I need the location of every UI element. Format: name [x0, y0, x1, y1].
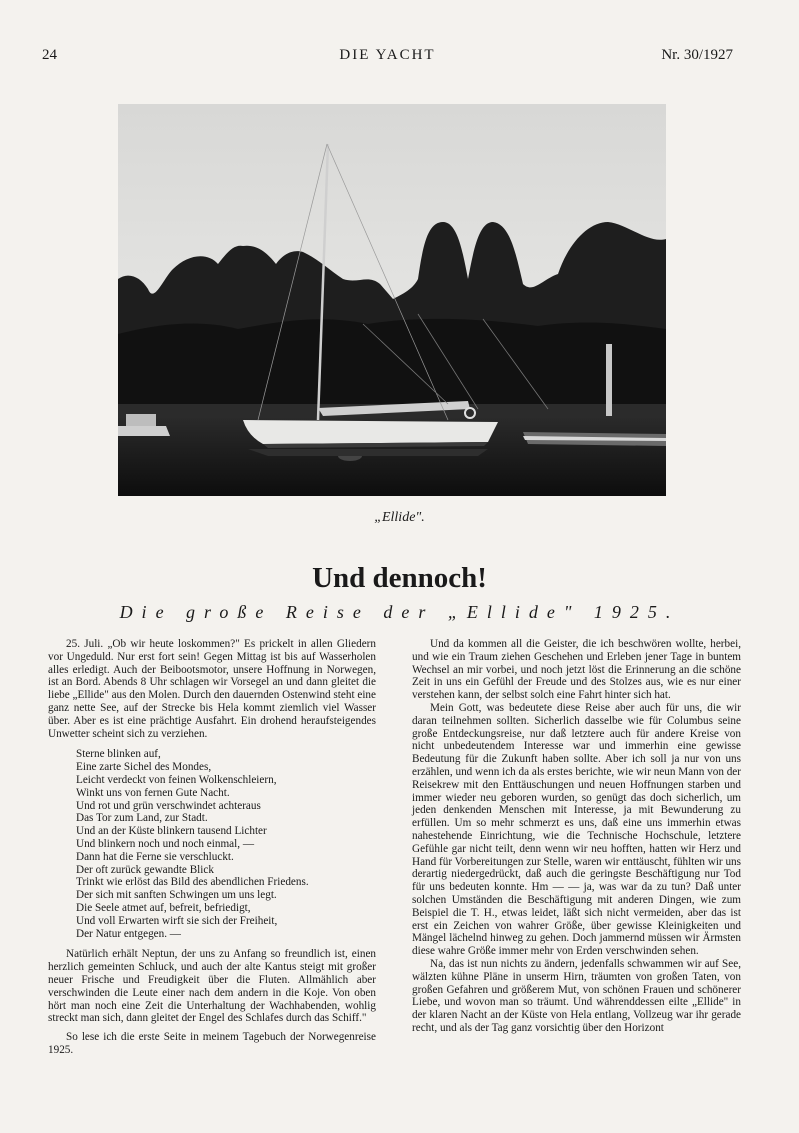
poem-line: Und an der Küste blinkern tausend Lichter	[76, 825, 267, 838]
left-column	[48, 638, 376, 1057]
yacht-photo	[118, 104, 666, 496]
paragraph: Und da kommen all die Geister, die ich beschwören wollte, herbei, und wie ein Traum ziehen Geschehen und Erleben jener Tage in buntem Wechsel an mir vorbei, und noch jetzt löst die Erinnerung an die schöne Zeit in uns ein Gefühl der Freude und des Stolzes aus, wie es nur einer verstehen kann, der selbst solch eine Fahrt hinter sich hat.	[412, 638, 741, 702]
magazine-title: DIE YACHT	[339, 47, 436, 63]
article-title: Und dennoch!	[312, 562, 487, 594]
page-header	[42, 47, 733, 69]
article-subtitle: Die große Reise der „Ellide" 1925.	[119, 602, 680, 622]
paragraph-intro: 25. Juli. „Ob wir heute loskommen?" Es prickelt in allen Gliedern vor Ungeduld. Nur erst fort sein! Gegen Mittag ist bis auf Wasserholen alles erledigt. Auch der Beibootsmotor, unsere Hoffnung in Norwegen, ist an Bord. Abends 8 Uhr schlagen wir Vorsegel an und dann gleitet die liebe „Ellide" aus den Molen. Durch den dauernden Ostenwind steht eine ganz nette See, auf der Strecke bis Hela kommt ziemlich viel Wasser über. Aber es ist eine prächtige Ausfahrt. Ein drohend heraufsteigendes Unwetter scheint sich zu verziehen.	[48, 638, 376, 740]
paragraph: Natürlich erhält Neptun, der uns zu Anfang so freundlich ist, einen herzlich gemeinten Schluck, und auch der alte Kantus steigt mit großer neuer Frische und Freudigkeit über die Fluten. Allmählich aber verschwinden die Leute einer nach dem andern in die Koje. Von oben hört man noch eine Zeit die Unterhaltung der Wachhabenden, wohlig streckt man sich, dann gleitet der Engel des Schlafes durch das Schiff."	[48, 948, 376, 1025]
poem-line: Eine zarte Sichel des Mondes,	[76, 761, 212, 774]
paragraph: Mein Gott, was bedeutete diese Reise aber auch für uns, die wir daran teilnehmen sollten. Sicherlich dasselbe wie für Columbus seine große Entdeckungsreise, nur daß letztere auch für andere Kreise von nicht unbedeutendem Interesse war und immerhin eine gewisse Bedeutung für die Zukunft haben sollte. Aber ich soll ja nur von uns erzählen, und wenn ich da als erstes berichte, wie wir neun Mann von der Reisekrew mit den Enttäuschungen und neuen Hoffnungen starben und immer wieder neu geboren wurden, so genügt das doch sicherlich, um jeden denkenden Menschen mit Interesse, ja mit Bewunderung zu erfüllen. Um so mehr schmerzt es uns, daß eine uns immerhin etwas nahestehende Einrichtung, wie die Technische Hochschule, letztere Gefühle gar nicht teilt, denn wenn wir neu hofften, hatten wir Herz und Hand für Vorbereitungen zur Stelle, waren wir enttäuscht, fühlten wir uns derartig niedergedrückt, daß auch die geringste Beschäftigung nur Tod für uns bedeuten konnte. Hm — — ja, was war da zu tun? Daß unter solchen Umständen die Beschäftigung mit anderen Dingen, wie zum Beispiel die T. H., etwas leidet, läßt sich nicht vermeiden, aber das ist erst ein Zeichen von wahrer Größe, über gewisse Kleinigkeiten und Mängel lächelnd hinweg zu gehen. Doch jammernd müssen wir Ärmsten diese wahre Größe immer mehr von Erden verschwinden sehen.	[412, 701, 741, 958]
poem-line: Und rot und grün verschwindet achteraus	[76, 799, 261, 812]
poem-line: Der Natur entgegen. —	[76, 927, 181, 940]
poem-line: Und voll Erwarten wirft sie sich der Freiheit,	[76, 914, 278, 927]
paragraph: So lese ich die erste Seite in meinem Tagebuch der Norwegenreise 1925.	[48, 1031, 376, 1056]
poem-line: Der oft zurück gewandte Blick	[76, 863, 214, 876]
poem-line: Leicht verdeckt von feinen Wolkenschleiern,	[76, 773, 277, 786]
poem-line: Dann hat die Ferne sie verschluckt.	[76, 850, 234, 863]
poem-line: Die Seele atmet auf, befreit, befriedigt,	[76, 901, 251, 914]
poem-line: Das Tor zum Land, zur Stadt.	[76, 812, 208, 825]
poem-line: Der sich mit sanften Schwingen um uns legt.	[76, 889, 277, 902]
poem-line: Winkt uns von fernen Gute Nacht.	[76, 786, 230, 799]
right-column	[412, 638, 741, 1035]
poem-line: Und blinkern noch und noch einmal, —	[76, 837, 255, 850]
poem-line: Sterne blinken auf,	[76, 748, 161, 761]
poem	[76, 748, 376, 940]
poem-line: Trinkt wie erlöst das Bild des abendlichen Friedens.	[76, 876, 309, 889]
paragraph: Na, das ist nun nichts zu ändern, jedenfalls schwammen wir auf See, wälzten kühne Pläne in unserm Hirn, träumten von großen Taten, von großen Gefahren und größerem Mut, von schönen Frauen und schönerer Liebe, und wovon man so träumt. Und währenddessen eilte „Ellide" in der klaren Nacht an der Küste von Hela entlang, Vollzeug war ihr gerade recht, und als der Tag ganz vorsichtig über den Horizont	[412, 957, 741, 1034]
photo-caption: „Ellide".	[374, 510, 425, 525]
issue-number: Nr. 30/1927	[661, 47, 733, 63]
page-number: 24	[42, 47, 57, 63]
